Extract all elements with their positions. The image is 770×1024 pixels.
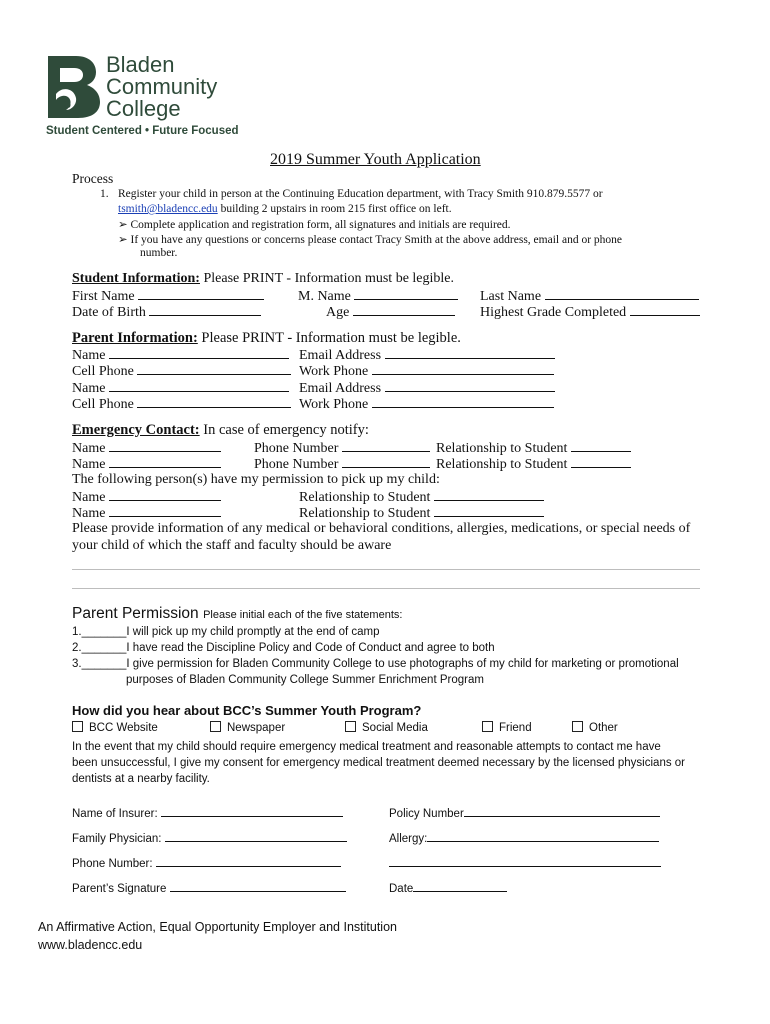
consent-text-1: In the event that my child should require emergency medical treatment and reasonable attempts to contact me have bbox=[72, 741, 661, 753]
option-other[interactable]: Other bbox=[572, 721, 618, 734]
permission-item-2[interactable]: 2._______I have read the Discipline Policy and Code of Conduct and agree to both bbox=[72, 642, 495, 654]
first-name-field[interactable]: First Name bbox=[72, 288, 264, 305]
checkbox-icon[interactable] bbox=[482, 721, 493, 732]
pickup1-relationship-field[interactable]: Relationship to Student bbox=[299, 489, 544, 506]
parent1-cell-field[interactable]: Cell Phone bbox=[72, 363, 291, 380]
option-social-media[interactable]: Social Media bbox=[345, 721, 428, 734]
emergency1-name-field[interactable]: Name bbox=[72, 440, 221, 457]
permission-item-3[interactable]: 3._______I give permission for Bladen Community College to use photographs of my child for marketing or promotional bbox=[72, 658, 679, 670]
parent1-name-field[interactable]: Name bbox=[72, 347, 289, 364]
emergency2-relationship-field[interactable]: Relationship to Student bbox=[436, 456, 631, 473]
medical-info-line-1[interactable] bbox=[72, 569, 700, 570]
pickup2-relationship-field[interactable]: Relationship to Student bbox=[299, 505, 544, 522]
parent1-work-field[interactable]: Work Phone bbox=[299, 363, 554, 380]
footer-eeo-statement: An Affirmative Action, Equal Opportunity Employer and Institution bbox=[38, 920, 397, 934]
date-field[interactable]: Date bbox=[389, 880, 507, 895]
grade-field[interactable]: Highest Grade Completed bbox=[480, 304, 700, 321]
process-bullet-2-cont: number. bbox=[140, 247, 178, 259]
footer-website[interactable]: www.bladencc.edu bbox=[38, 938, 143, 952]
age-field[interactable]: Age bbox=[326, 304, 455, 321]
process-item-text: Register your child in person at the Continuing Education department, with Tracy Smith 910.879.5577 or bbox=[118, 188, 603, 200]
checkbox-icon[interactable] bbox=[345, 721, 356, 732]
medical-info-text: Please provide information of any medical or behavioral conditions, allergies, medications, or special needs of bbox=[72, 521, 691, 536]
checkbox-icon[interactable] bbox=[72, 721, 83, 732]
parent2-cell-field[interactable]: Cell Phone bbox=[72, 396, 291, 413]
medical-info-line-2[interactable] bbox=[72, 588, 700, 589]
parent2-work-field[interactable]: Work Phone bbox=[299, 396, 554, 413]
allergy-field[interactable]: Allergy: bbox=[389, 830, 659, 845]
process-heading: Process bbox=[72, 171, 114, 186]
option-friend[interactable]: Friend bbox=[482, 721, 532, 734]
checkbox-icon[interactable] bbox=[572, 721, 583, 732]
phone-number-field[interactable]: Phone Number: bbox=[72, 855, 341, 870]
pickup-text: The following person(s) have my permission to pick up my child: bbox=[72, 472, 440, 487]
permission-item-3-cont: purposes of Bladen Community College Summer Enrichment Program bbox=[126, 674, 484, 686]
email-link[interactable]: tsmith@bladencc.edu bbox=[118, 203, 218, 215]
emergency2-name-field[interactable]: Name bbox=[72, 456, 221, 473]
parent2-email-field[interactable]: Email Address bbox=[299, 380, 555, 397]
hear-heading: How did you hear about BCC’s Summer Youth Program? bbox=[72, 703, 422, 718]
last-name-field[interactable]: Last Name bbox=[480, 288, 699, 305]
pickup1-name-field[interactable]: Name bbox=[72, 489, 221, 506]
emergency-heading: Emergency Contact: In case of emergency notify: bbox=[72, 422, 369, 438]
logo-line-1: Bladen bbox=[106, 52, 175, 77]
logo-line-3: College bbox=[106, 96, 181, 121]
allergy-extra-line[interactable] bbox=[389, 866, 661, 867]
middle-name-field[interactable]: M. Name bbox=[298, 288, 458, 305]
emergency1-relationship-field[interactable]: Relationship to Student bbox=[436, 440, 631, 457]
emergency1-phone-field[interactable]: Phone Number bbox=[254, 440, 430, 457]
page-title: 2019 Summer Youth Application bbox=[270, 151, 481, 168]
process-bullet-1: ➢ Complete application and registration form, all signatures and initials are required. bbox=[118, 219, 511, 231]
permission-item-1[interactable]: 1._______I will pick up my child promptly at the end of camp bbox=[72, 626, 380, 638]
process-item-number: 1. bbox=[100, 188, 109, 200]
parent2-name-field[interactable]: Name bbox=[72, 380, 289, 397]
arrow-bullet-icon: ➢ bbox=[118, 234, 128, 246]
option-bcc-website[interactable]: BCC Website bbox=[72, 721, 158, 734]
dob-field[interactable]: Date of Birth bbox=[72, 304, 261, 321]
logo-tagline: Student Centered • Future Focused bbox=[46, 125, 239, 137]
permission-heading: Parent Permission Please initial each of the five statements: bbox=[72, 605, 403, 622]
insurer-field[interactable]: Name of Insurer: bbox=[72, 805, 343, 820]
process-item-text-cont bbox=[118, 203, 452, 215]
parent-signature-field[interactable]: Parent’s Signature bbox=[72, 880, 346, 895]
process-location-text: building 2 upstairs in room 215 first office on left. bbox=[217, 203, 452, 215]
option-newspaper[interactable]: Newspaper bbox=[210, 721, 285, 734]
policy-number-field[interactable]: Policy Number bbox=[389, 805, 660, 820]
college-logo bbox=[44, 54, 244, 144]
emergency2-phone-field[interactable]: Phone Number bbox=[254, 456, 430, 473]
consent-text-2: been unsuccessful, I give my consent for emergency medical treatment deemed necessary by the licensed physicians or bbox=[72, 757, 686, 769]
parent1-email-field[interactable]: Email Address bbox=[299, 347, 555, 364]
arrow-bullet-icon: ➢ bbox=[118, 219, 128, 231]
student-info-heading: Student Information: Please PRINT - Information must be legible. bbox=[72, 271, 454, 286]
process-bullet-2: ➢ If you have any questions or concerns please contact Tracy Smith at the above address, email and or phone bbox=[118, 234, 623, 246]
logo-mark-icon bbox=[46, 54, 102, 120]
medical-info-text-cont: your child of which the staff and faculty should be aware bbox=[72, 538, 392, 553]
logo-line-2: Community bbox=[106, 74, 218, 99]
consent-text-3: dentists at a nearby facility. bbox=[72, 773, 210, 785]
physician-field[interactable]: Family Physician: bbox=[72, 830, 347, 845]
parent-info-heading: Parent Information: Please PRINT - Information must be legible. bbox=[72, 330, 461, 346]
pickup2-name-field[interactable]: Name bbox=[72, 505, 221, 522]
checkbox-icon[interactable] bbox=[210, 721, 221, 732]
